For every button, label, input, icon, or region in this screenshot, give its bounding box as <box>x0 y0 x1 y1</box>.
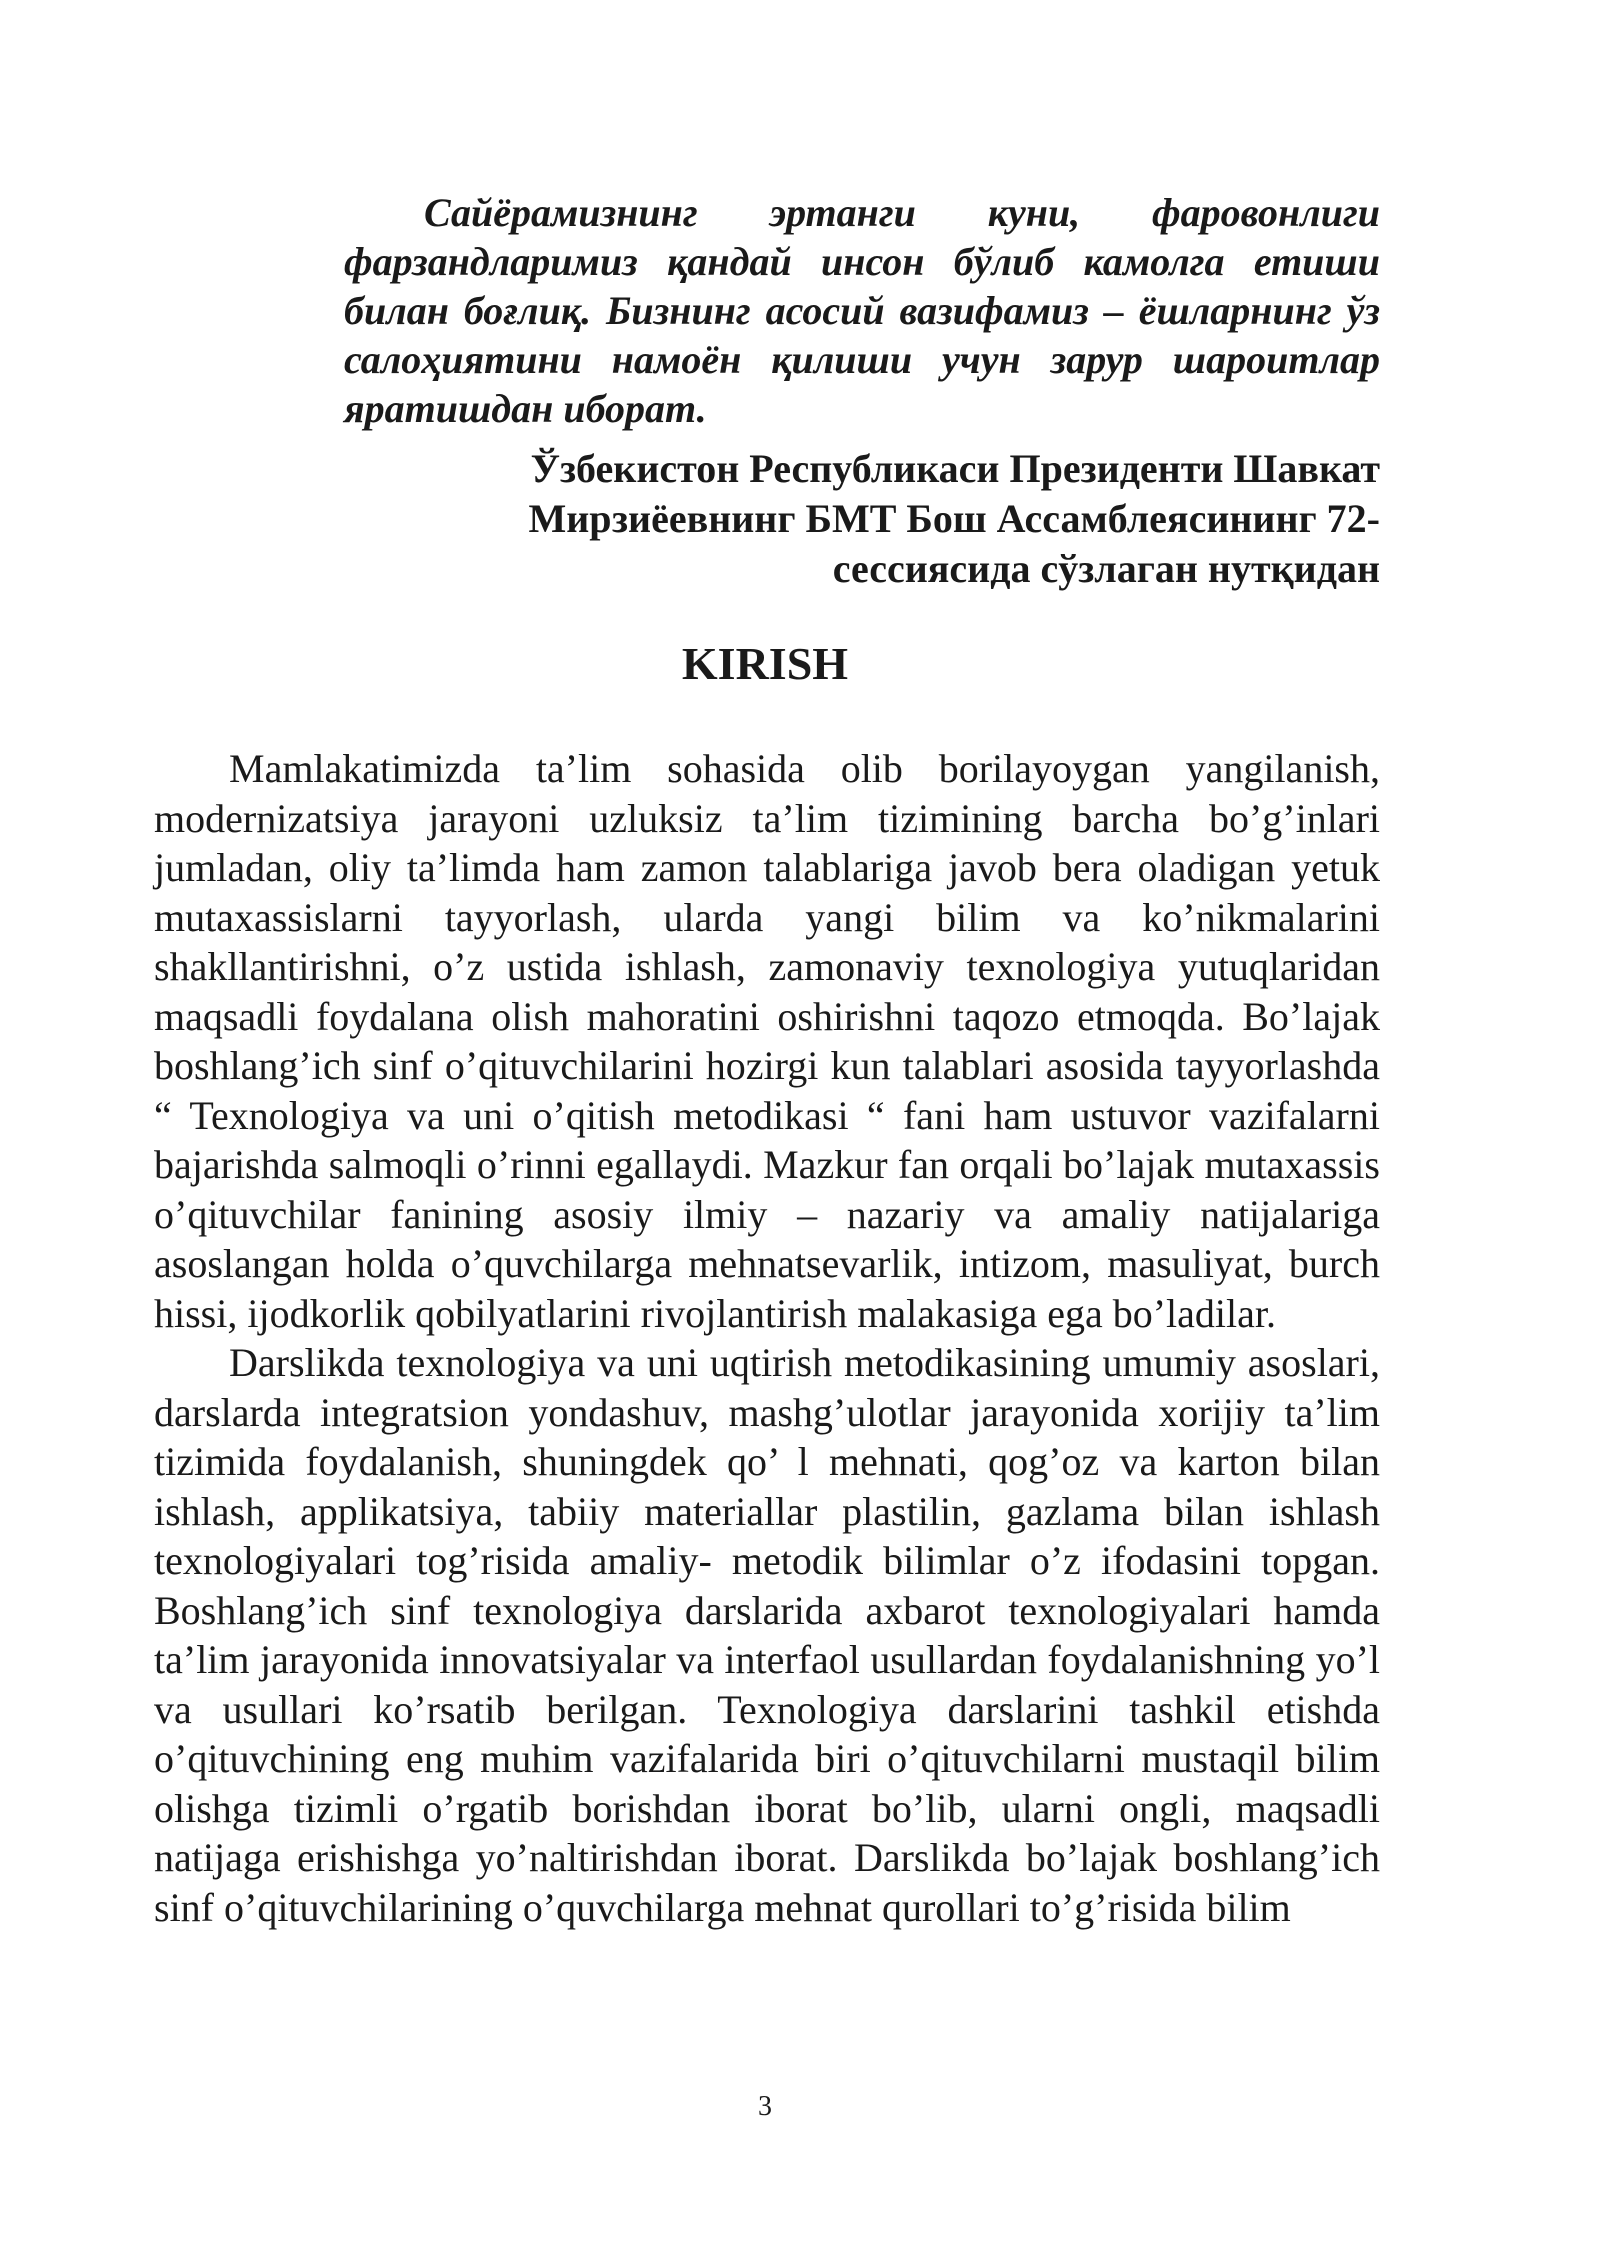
paragraph: Mamlakatimizda ta’lim sohasida olib borilayoygan yangilanish, modernizatsiya jarayoni uzluksiz ta’lim tizimining barcha bo’g’inlari jumladan, oliy ta’limda ham zamon talablariga javob bera oladigan yetuk mutaxassislarni tayyorlash, ularda yangi bilim va ko’nikmalarini shakllantirishni, o’z ustida ishlash, zamonaviy texnologiya yutuqlaridan maqsadli foydalana olish mahoratini oshirishni taqozo etmoqda. Bo’lajak boshlang’ich sinf o’qituvchilarini hozirgi kun talablari asosida tayyorlashda “ Texnologiya va uni o’qitish metodikasi “ fani ham ustuvor vazifalarni bajarishda salmoqli o’rinni egallaydi. Mazkur fan orqali bo’lajak mutaxassis o’qituvchilar fanining asosiy ilmiy – nazariy va amaliy natijalariga asoslangan holda o’quvchilarga mehnatsevarlik, intizom, masuliyat, burch hissi, ijodkorlik qobilyatlarini rivojlantirish malakasiga ega bo’ladilar. <box>154 746 1380 1336</box>
epigraph-quote: Сайёрамизнинг эртанги куни, фаровонлиги фарзандларимиз қандай инсон бўлиб камолга етиши билан боғлиқ. Бизнинг асосий вазифамиз – ёшларнинг ўз салоҳиятини намоён қилиши учун зарур шароитлар яратишдан иборат. <box>344 190 1380 431</box>
epigraph-attribution <box>420 444 1380 594</box>
section-title: KIRISH <box>681 638 849 689</box>
body-text <box>154 744 1380 1932</box>
paragraph: Darslikda texnologiya va uni uqtirish metodikasining umumiy asoslari, darslarda integratsion yondashuv, mashg’ulotlar jarayonida xorijiy ta’lim tizimida foydalanish, shuningdek qo’ l mehnati, qog’oz va karton bilan ishlash, applikatsiya, tabiiy materiallar plastilin, gazlama bilan ishlash texnologiyalari tog’risida amaliy- metodik bilimlar o’z ifodasini topgan. Boshlang’ich sinf texnologiya darslarida axbarot texnologiyalari hamda ta’lim jarayonida innovatsiyalar va interfaol usullardan foydalanishning yo’l va usullari ko’rsatib berilgan. Texnologiya darslarini tashkil etishda o’qituvchining eng muhim vazifalarida biri o’qituvchilarni mustaqil bilim olishga tizimli o’rgatib borishdan iborat bo’lib, ularni ongli, maqsadli natijaga erishishga yo’naltirishdan iborat. Darslikda bo’lajak boshlang’ich sinf o’qituvchilarining o’quvchilarga mehnat qurollari to’g’risida bilim <box>154 1340 1380 1930</box>
page-number: 3 <box>758 2091 772 2122</box>
attribution-line: сессиясида сўзлаган нутқидан <box>832 546 1380 591</box>
attribution-line: Мирзиёевнинг БМТ Бош Ассамблеясининг 72- <box>528 496 1380 541</box>
attribution-line: Ўзбекистон Республикаси Президенти Шавкат <box>530 446 1380 491</box>
